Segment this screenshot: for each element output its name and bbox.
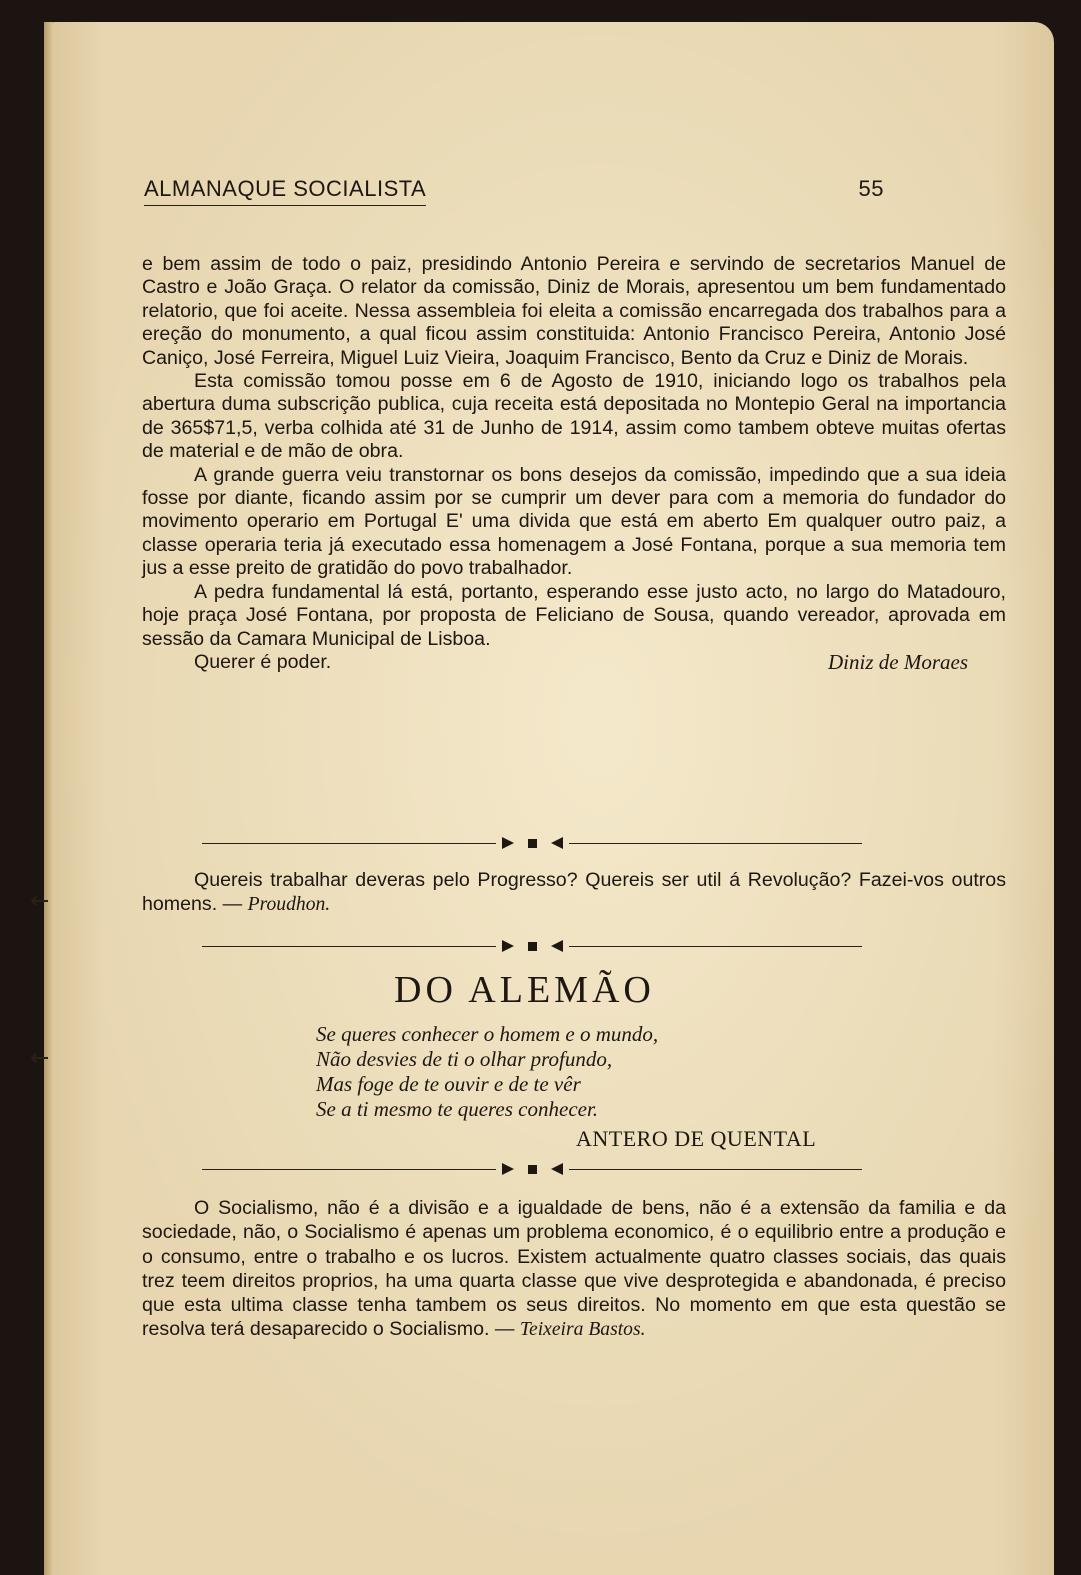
triangle-left-icon (551, 940, 563, 952)
page-binding-edge (44, 22, 52, 1575)
almanac-title: ALMANAQUE SOCIALISTA (144, 176, 426, 206)
triangle-right-icon (502, 940, 514, 952)
running-header (144, 176, 884, 210)
triangle-right-icon (502, 1163, 514, 1175)
quote-text: Quereis trabalhar deveras pelo Progresso? Quereis ser util á Revolução? Fazei-vos outros homens. — (142, 869, 1006, 915)
quote-paragraph (142, 868, 1006, 917)
article-paragraph: A pedra fundamental lá está, portanto, esperando esse justo acto, no largo do Matadouro, hoje praça José Fontana, por proposta de Feliciano de Sousa, quando vereador, aprovada em sessão da Camara Municipal de Lisboa. (142, 580, 1006, 650)
closing-phrase: Querer é poder. (194, 650, 332, 673)
triangle-right-icon (502, 837, 514, 849)
divider-rule (569, 1169, 863, 1170)
article-paragraph: e bem assim de todo o paiz, presidindo Antonio Pereira e servindo de secretarios Manuel de Castro e João Graça. O relator da comissão, Diniz de Morais, apresentou um bem fundamentado relatorio, que foi aceite. Nessa assembleia foi eleita a comissão encarregada dos trabalhos para a ereção do monumento, a qual ficou assim constituida: Antonio Francisco Pereira, Antonio José Caniço, José Ferreira, Miguel Luiz Vieira, Joaquim Francisco, Bento da Cruz e Diniz de Morais. (142, 253, 1006, 369)
article-closing-line (142, 651, 1006, 674)
divider-ornament (496, 837, 569, 849)
article-paragraph: A grande guerra veiu transtornar os bons desejos da comissão, impedindo que a sua ideia fosse por diante, ficando assim por se cumprir um dever para com a memoria do fundador do movimento operario em Portugal E' uma divida que está em aberto Em qualquer outro paiz, a classe operaria teria já executado essa homenagem a José Fontana, porque a sua memoria tem jus a esse preito de gratidão do povo trabalhador. (142, 463, 1006, 580)
divider-ornament (496, 1163, 569, 1175)
article-paragraph: Esta comissão tomou posse em 6 de Agosto de 1910, iniciando logo os trabalhos pela abertura duma subscrição publica, cuja receita está depositada no Montepio Geral na importancia de 365$71,5, verba colhida até 31 de Junho de 1914, assim como tambem obteve muitas ofertas de material e de mão de obra. (142, 370, 1006, 463)
divider-rule (569, 843, 863, 844)
article-signature: Diniz de Moraes (828, 649, 968, 674)
socialism-passage (142, 1196, 1006, 1343)
square-icon (528, 942, 537, 951)
poem-line: Mas foge de te ouvir e de te vêr (316, 1072, 581, 1096)
poem-author: ANTERO DE QUENTAL (576, 1126, 817, 1151)
divider-rule (569, 946, 863, 947)
proudhon-quote (142, 868, 1006, 917)
page-number: 55 (858, 176, 884, 201)
ornamental-divider (202, 833, 862, 853)
poem-line: Se queres conhecer o homem e o mundo, (316, 1022, 659, 1046)
ornamental-divider (202, 936, 862, 956)
square-icon (528, 839, 537, 848)
poem-line: Não desvies de ti o olhar profundo, (316, 1047, 613, 1071)
poem-heading: DO ALEMÃO (394, 969, 655, 1011)
triangle-left-icon (551, 1163, 563, 1175)
ornamental-divider (202, 1159, 862, 1179)
quote-author: Proudhon. (247, 894, 331, 915)
poem-line: Se a ti mesmo te queres conhecer. (316, 1097, 599, 1121)
socialism-text: O Socialismo, não é a divisão e a igualdade de bens, não é a extensão da familia e da sociedade, não, o Socialismo é apenas um problema economico, é o equilibrio entre a produção e o consumo, entre o trabalho e os lucros. Existem actualmente quatro classes sociais, das quais trez teem direitos proprios, ha uma quarta classe que vive desprotegida e abandonada, é preciso que esta ultima classe tenha tambem os seus direitos. No momento em que esta questão se resolva terá desaparecido o Socialismo. — (142, 1197, 1006, 1341)
binding-thread-icon (30, 895, 50, 907)
binding-thread-icon (30, 1052, 50, 1064)
divider-rule (202, 843, 496, 844)
divider-rule (202, 946, 496, 947)
socialism-author: Teixeira Bastos. (519, 1319, 646, 1341)
square-icon (528, 1165, 537, 1174)
divider-ornament (496, 940, 569, 952)
socialism-paragraph (142, 1196, 1006, 1343)
article-body (142, 253, 1006, 674)
divider-rule (202, 1169, 496, 1170)
triangle-left-icon (551, 837, 563, 849)
poem-stanza (316, 1022, 658, 1122)
